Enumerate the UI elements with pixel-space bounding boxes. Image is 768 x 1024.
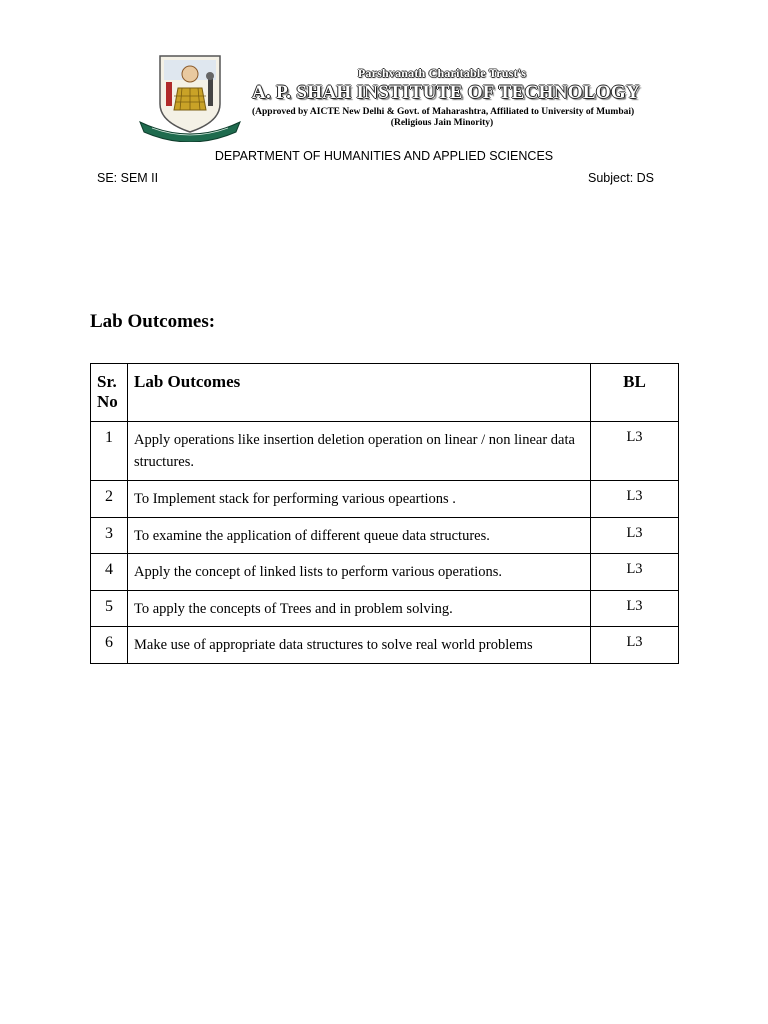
row-sr: 2 (91, 481, 128, 518)
approval-note: (Approved by AICTE New Delhi & Govt. of Maharashtra, Affiliated to University of Mumbai) (252, 107, 635, 117)
table-row (91, 627, 679, 664)
row-sr: 4 (91, 554, 128, 591)
row-sr: 1 (91, 422, 128, 481)
header-sr-no (91, 364, 128, 422)
institute-header (252, 66, 641, 128)
table-row (91, 590, 679, 627)
row-sr: 3 (91, 517, 128, 554)
row-outcome: To apply the concepts of Trees and in problem solving. (128, 590, 591, 627)
row-outcome: To Implement stack for performing various opeartions . (128, 481, 591, 518)
institute-name: A. P. SHAH INSTITUTE OF TECHNOLOGY (252, 82, 641, 103)
row-outcome: To examine the application of different queue data structures. (128, 517, 591, 554)
lab-outcomes-table (90, 363, 679, 664)
department-title: DEPARTMENT OF HUMANITIES AND APPLIED SCIENCES (214, 149, 554, 163)
table-row (91, 517, 679, 554)
row-outcome: Make use of appropriate data structures to solve real world problems (128, 627, 591, 664)
row-bl: L3 (591, 481, 679, 518)
row-bl: L3 (591, 422, 679, 481)
row-outcome: Apply operations like insertion deletion operation on linear / non linear data structures. (128, 422, 591, 481)
header-sr-label: Sr. (97, 372, 117, 391)
row-bl: L3 (591, 554, 679, 591)
table-row (91, 422, 679, 481)
institute-crest-icon (138, 52, 242, 142)
header-bl: BL (591, 364, 679, 422)
table-row (91, 481, 679, 518)
minority-note: (Religious Jain Minority) (390, 118, 494, 128)
section-heading: Lab Outcomes: (90, 311, 216, 332)
header-lab-outcomes: Lab Outcomes (128, 364, 591, 422)
table-header-row (91, 364, 679, 422)
header-no-label: No (97, 392, 118, 411)
row-bl: L3 (591, 627, 679, 664)
row-bl: L3 (591, 517, 679, 554)
row-sr: 5 (91, 590, 128, 627)
row-sr: 6 (91, 627, 128, 664)
row-bl: L3 (591, 590, 679, 627)
trust-name: Parshvanath Charitable Trust's (357, 66, 527, 80)
row-outcome: Apply the concept of linked lists to perform various operations. (128, 554, 591, 591)
semester-label: SE: SEM II (97, 171, 159, 185)
subject-label: Subject: DS (588, 171, 655, 185)
table-row (91, 554, 679, 591)
